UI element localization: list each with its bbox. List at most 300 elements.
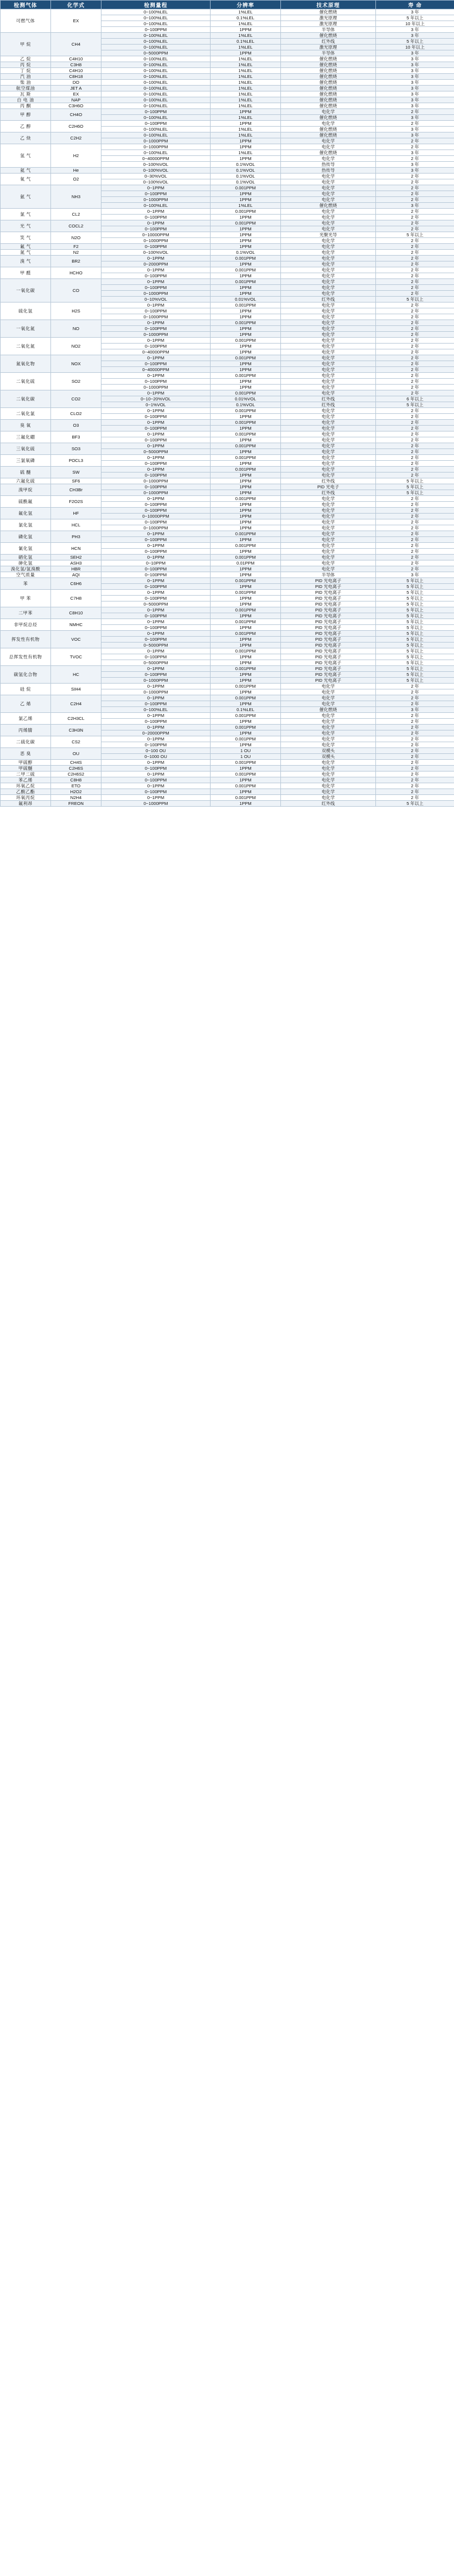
column-header-formula: 化学式 [51, 1, 101, 9]
detection-range-cell: 0~1PPM [101, 431, 211, 437]
resolution-cell: 0.001PPM [211, 590, 281, 596]
lifespan-cell: 3 年 [376, 168, 454, 174]
detection-range-cell: 0~1PPM [101, 267, 211, 273]
table-row [1, 748, 454, 754]
lifespan-cell: 3 年 [376, 132, 454, 138]
chemical-formula-cell: DO [51, 80, 101, 86]
technology-cell: 热传导 [281, 168, 376, 174]
detection-range-cell: 0~1000PPM [101, 525, 211, 531]
detection-range-cell: 0~1PPM [101, 666, 211, 672]
resolution-cell: 1PPM [211, 549, 281, 555]
lifespan-cell: 2 年 [376, 144, 454, 150]
lifespan-cell: 2 年 [376, 109, 454, 115]
chemical-formula-cell: C7H8 [51, 590, 101, 607]
chemical-formula-cell: N2 [51, 250, 101, 256]
resolution-cell: 0.01%VOL [211, 297, 281, 303]
lifespan-cell: 10 年以上 [376, 45, 454, 50]
gas-name-cell: 氢 气 [1, 144, 51, 168]
resolution-cell: 1%LEL [211, 103, 281, 109]
chemical-formula-cell: ASH3 [51, 560, 101, 566]
lifespan-cell: 2 年 [376, 514, 454, 519]
lifespan-cell: 2 年 [376, 760, 454, 766]
technology-cell: 电化学 [281, 766, 376, 772]
detection-range-cell: 0~30%VOL [101, 174, 211, 179]
detection-range-cell: 0~1PPM [101, 555, 211, 560]
detection-range-cell: 0~1PPM [101, 578, 211, 584]
table-row [1, 578, 454, 584]
technology-cell: 电化学 [281, 121, 376, 127]
lifespan-cell: 5 年以上 [376, 678, 454, 684]
technology-cell: PID 光电离子 [281, 666, 376, 672]
technology-cell: 电化学 [281, 355, 376, 361]
detection-range-cell: 0~100PPM [101, 27, 211, 33]
lifespan-cell: 2 年 [376, 455, 454, 461]
lifespan-cell: 2 年 [376, 338, 454, 344]
technology-cell: 激光原理 [281, 21, 376, 27]
gas-name-cell: 硫化氢 [1, 303, 51, 320]
gas-name-cell: 乙 烯 [1, 695, 51, 713]
lifespan-cell: 2 年 [376, 467, 454, 473]
gas-name-cell: 氦 气 [1, 168, 51, 174]
lifespan-cell: 2 年 [376, 730, 454, 736]
table-row [1, 543, 454, 549]
chemical-formula-cell: C2H6O [51, 121, 101, 132]
detection-range-cell: 0~100PPM [101, 191, 211, 197]
resolution-cell: 1PPM [211, 519, 281, 525]
gas-name-cell: 硅 烷 [1, 684, 51, 695]
resolution-cell: 1PPM [211, 730, 281, 736]
technology-cell: 电化学 [281, 566, 376, 572]
lifespan-cell: 2 年 [376, 314, 454, 320]
chemical-formula-cell: C8H8 [51, 777, 101, 783]
lifespan-cell: 6 年以上 [376, 396, 454, 402]
chemical-formula-cell: C2H6S [51, 766, 101, 772]
lifespan-cell: 3 年 [376, 91, 454, 97]
lifespan-cell: 5 年以上 [376, 596, 454, 601]
gas-name-cell: 一氧化碳 [1, 279, 51, 303]
resolution-cell: 1PPM [211, 478, 281, 484]
table-header-row [1, 1, 454, 9]
resolution-cell: 1PPM [211, 566, 281, 572]
resolution-cell: 1PPM [211, 719, 281, 725]
detection-range-cell: 0~100%LEL [101, 97, 211, 103]
table-row [1, 279, 454, 285]
resolution-cell: 0.001PPM [211, 420, 281, 426]
chemical-formula-cell: NH3 [51, 185, 101, 209]
detection-range-cell: 0~100PPM [101, 549, 211, 555]
resolution-cell: 1PPM [211, 109, 281, 115]
gas-name-cell: 汽 油 [1, 74, 51, 80]
resolution-cell: 0.001PPM [211, 795, 281, 801]
lifespan-cell: 3 年 [376, 150, 454, 156]
detection-range-cell: 0~1PPM [101, 543, 211, 549]
technology-cell: 电化学 [281, 215, 376, 220]
technology-cell: 电化学 [281, 519, 376, 525]
detection-range-cell: 0~10~20%VOL [101, 396, 211, 402]
technology-cell: 电化学 [281, 508, 376, 514]
technology-cell: 电化学 [281, 156, 376, 162]
chemical-formula-cell: CO2 [51, 390, 101, 408]
lifespan-cell: 3 年 [376, 80, 454, 86]
gas-name-cell: 白 电 油 [1, 97, 51, 103]
resolution-cell: 0.001PPM [211, 760, 281, 766]
lifespan-cell: 2 年 [376, 215, 454, 220]
detection-range-cell: 0~1PPM [101, 783, 211, 789]
table-row [1, 244, 454, 250]
technology-cell: 电化学 [281, 449, 376, 455]
detection-range-cell: 0~100%LEL [101, 56, 211, 62]
technology-cell: PID 光电离子 [281, 596, 376, 601]
resolution-cell: 1%LEL [211, 45, 281, 50]
technology-cell: PID 光电离子 [281, 613, 376, 619]
lifespan-cell: 2 年 [376, 361, 454, 367]
technology-cell: 电化学 [281, 789, 376, 795]
chemical-formula-cell: COCL2 [51, 220, 101, 232]
resolution-cell: 1PPM [211, 326, 281, 332]
technology-cell: PID 光电离子 [281, 660, 376, 666]
table-row [1, 250, 454, 256]
resolution-cell: 0.001PPM [211, 496, 281, 502]
gas-name-cell: 三氟化硼 [1, 431, 51, 443]
technology-cell: 电化学 [281, 760, 376, 766]
technology-cell: 热传导 [281, 162, 376, 168]
gas-name-cell: 氰化氢 [1, 543, 51, 555]
technology-cell: 红外线 [281, 39, 376, 45]
chemical-formula-cell: CL2 [51, 209, 101, 220]
detection-range-cell: 0~100%LEL [101, 91, 211, 97]
lifespan-cell: 2 年 [376, 303, 454, 308]
detection-range-cell: 0~1000PPM [101, 197, 211, 203]
resolution-cell: 1PPM [211, 314, 281, 320]
technology-cell: 电化学 [281, 689, 376, 695]
detection-range-cell: 0~1000PPM [101, 678, 211, 684]
detection-range-cell: 0~1000PPM [101, 332, 211, 338]
technology-cell: 电化学 [281, 226, 376, 232]
lifespan-cell: 5 年以上 [376, 613, 454, 619]
chemical-formula-cell: HCL [51, 519, 101, 531]
gas-name-cell: 恶 臭 [1, 748, 51, 760]
table-row [1, 68, 454, 74]
table-row [1, 256, 454, 261]
resolution-cell: 1PPM [211, 584, 281, 590]
gas-name-cell: 三氯氧磷 [1, 455, 51, 467]
table-row [1, 109, 454, 115]
lifespan-cell: 5 年以上 [376, 801, 454, 807]
lifespan-cell: 2 年 [376, 209, 454, 215]
technology-cell: 电化学 [281, 174, 376, 179]
technology-cell: PID 光电离子 [281, 619, 376, 625]
lifespan-cell: 3 年 [376, 50, 454, 56]
detection-range-cell: 0~1000PPM [101, 138, 211, 144]
resolution-cell: 0.1%VOL [211, 174, 281, 179]
technology-cell: 双模头 [281, 754, 376, 760]
technology-cell: 电化学 [281, 279, 376, 285]
resolution-cell: 0.001PPM [211, 338, 281, 344]
technology-cell: 红外线 [281, 490, 376, 496]
table-row [1, 420, 454, 426]
lifespan-cell: 5 年以上 [376, 578, 454, 584]
table-row [1, 168, 454, 174]
technology-cell: 催化燃烧 [281, 74, 376, 80]
detection-range-cell: 0~1000PPM [101, 478, 211, 484]
chemical-formula-cell: PH3 [51, 531, 101, 543]
lifespan-cell: 2 年 [376, 226, 454, 232]
resolution-cell: 1PPM [211, 27, 281, 33]
detection-range-cell: 0~40000PPM [101, 367, 211, 373]
gas-name-cell: 溴甲烷 [1, 484, 51, 496]
detection-range-cell: 0~100PPM [101, 437, 211, 443]
gas-name-cell: 乙酸乙酯 [1, 789, 51, 795]
lifespan-cell: 2 年 [376, 742, 454, 748]
chemical-formula-cell: SEH2 [51, 555, 101, 560]
detection-range-cell: 0~100PPM [101, 426, 211, 431]
gas-name-cell: 瓦 斯 [1, 91, 51, 97]
technology-cell: 电化学 [281, 531, 376, 537]
gas-name-cell: 二甲二硫 [1, 772, 51, 777]
table-row [1, 736, 454, 742]
gas-name-cell: 溴化氢/氢溴酸 [1, 566, 51, 572]
lifespan-cell: 2 年 [376, 426, 454, 431]
lifespan-cell: 2 年 [376, 414, 454, 420]
resolution-cell: 1PPM [211, 766, 281, 772]
table-row [1, 209, 454, 215]
table-row [1, 725, 454, 730]
resolution-cell: 0.001PPM [211, 256, 281, 261]
chemical-formula-cell: FREON [51, 801, 101, 807]
resolution-cell: 1PPM [211, 215, 281, 220]
technology-cell: 电化学 [281, 267, 376, 273]
technology-cell: 催化燃烧 [281, 33, 376, 39]
technology-cell: 电化学 [281, 338, 376, 344]
resolution-cell: 1PPM [211, 637, 281, 643]
resolution-cell: 0.001PPM [211, 408, 281, 414]
lifespan-cell: 2 年 [376, 138, 454, 144]
resolution-cell: 1PPM [211, 244, 281, 250]
chemical-formula-cell: SF6 [51, 478, 101, 484]
gas-name-cell: 硫 醚 [1, 467, 51, 478]
column-header-range: 检测量程 [101, 1, 211, 9]
resolution-cell: 1PPM [211, 344, 281, 349]
technology-cell: 电化学 [281, 273, 376, 279]
resolution-cell: 1%LEL [211, 21, 281, 27]
chemical-formula-cell: N2H4 [51, 795, 101, 801]
table-row [1, 619, 454, 625]
resolution-cell: 1PPM [211, 426, 281, 431]
table-row [1, 695, 454, 701]
detection-range-cell: 0~1000PPM [101, 801, 211, 807]
lifespan-cell: 2 年 [376, 408, 454, 414]
technology-cell: 电化学 [281, 555, 376, 560]
chemical-formula-cell: EX [51, 9, 101, 33]
chemical-formula-cell: C2H6S2 [51, 772, 101, 777]
lifespan-cell: 3 年 [376, 115, 454, 121]
resolution-cell: 1PPM [211, 308, 281, 314]
detection-range-cell: 0~1PPM [101, 220, 211, 226]
technology-cell: 电化学 [281, 238, 376, 244]
table-row [1, 455, 454, 461]
technology-cell: 催化燃烧 [281, 707, 376, 713]
detection-range-cell: 0~100%LEL [101, 62, 211, 68]
resolution-cell: 1PPM [211, 672, 281, 678]
detection-range-cell: 0~100PPM [101, 637, 211, 643]
lifespan-cell: 3 年 [376, 572, 454, 578]
detection-range-cell: 0~1000PPM [101, 314, 211, 320]
detection-range-cell: 0~1000PPM [101, 144, 211, 150]
table-row [1, 144, 454, 150]
technology-cell: PID 光电离子 [281, 625, 376, 631]
resolution-cell: 1PPM [211, 613, 281, 619]
technology-cell: 电化学 [281, 209, 376, 215]
resolution-cell: 0.001PPM [211, 355, 281, 361]
detection-range-cell: 0~100%VOL [101, 168, 211, 174]
chemical-formula-cell: HF [51, 508, 101, 519]
technology-cell: 红外线 [281, 402, 376, 408]
chemical-formula-cell: He [51, 168, 101, 174]
chemical-formula-cell: SIH4 [51, 684, 101, 695]
gas-name-cell: 苯 [1, 578, 51, 590]
lifespan-cell: 2 年 [376, 461, 454, 467]
lifespan-cell: 2 年 [376, 777, 454, 783]
chemical-formula-cell: HC [51, 666, 101, 684]
detection-range-cell: 0~20000PPM [101, 730, 211, 736]
resolution-cell: 1PPM [211, 508, 281, 514]
detection-range-cell: 0~10000PPM [101, 514, 211, 519]
table-row [1, 560, 454, 566]
table-row [1, 484, 454, 490]
lifespan-cell: 2 年 [376, 508, 454, 514]
technology-cell: PID 光电离子 [281, 578, 376, 584]
detection-range-cell: 0~100PPM [101, 742, 211, 748]
technology-cell: 电化学 [281, 250, 376, 256]
lifespan-cell: 2 年 [376, 766, 454, 772]
resolution-cell: 0.1%LEL [211, 39, 281, 45]
lifespan-cell: 2 年 [376, 332, 454, 338]
lifespan-cell: 2 年 [376, 191, 454, 197]
detection-range-cell: 0~100PPM [101, 613, 211, 619]
table-row [1, 355, 454, 361]
gas-name-cell: 氮氧化物 [1, 355, 51, 373]
chemical-formula-cell: F2O2S [51, 496, 101, 508]
chemical-formula-cell: AQI [51, 572, 101, 578]
technology-cell: 电化学 [281, 197, 376, 203]
detection-range-cell: 0~100%LEL [101, 33, 211, 39]
lifespan-cell: 2 年 [376, 344, 454, 349]
technology-cell: 电化学 [281, 467, 376, 473]
lifespan-cell: 2 年 [376, 725, 454, 730]
detection-range-cell: 0~100%LEL [101, 21, 211, 27]
chemical-formula-cell: C4H10 [51, 56, 101, 62]
table-row [1, 508, 454, 514]
technology-cell: 电化学 [281, 736, 376, 742]
detection-range-cell: 0~100%LEL [101, 45, 211, 50]
lifespan-cell: 2 年 [376, 772, 454, 777]
resolution-cell: 0.001PPM [211, 772, 281, 777]
table-row [1, 760, 454, 766]
detection-range-cell: 0~1PPM [101, 443, 211, 449]
resolution-cell: 1PPM [211, 414, 281, 420]
lifespan-cell: 2 年 [376, 719, 454, 725]
chemical-formula-cell: O3 [51, 420, 101, 431]
detection-range-cell: 0~100PPM [101, 566, 211, 572]
technology-cell: 电化学 [281, 426, 376, 431]
gas-name-cell: 碳氢化合物 [1, 666, 51, 684]
resolution-cell: 0.001PPM [211, 713, 281, 719]
resolution-cell: 1PPM [211, 121, 281, 127]
detection-range-cell: 0~100%LEL [101, 68, 211, 74]
resolution-cell: 1PPM [211, 238, 281, 244]
detection-range-cell: 0~100PPM [101, 215, 211, 220]
detection-range-cell: 0~100PPM [101, 789, 211, 795]
chemical-formula-cell: CH4 [51, 33, 101, 56]
lifespan-cell: 5 年以上 [376, 625, 454, 631]
chemical-formula-cell: VOC [51, 631, 101, 648]
detection-range-cell: 0~100%VOL [101, 250, 211, 256]
technology-cell: 红外线 [281, 478, 376, 484]
table-row [1, 590, 454, 596]
table-row [1, 713, 454, 719]
resolution-cell: 1PPM [211, 502, 281, 508]
resolution-cell: 1PPM [211, 379, 281, 385]
resolution-cell: 0.001PPM [211, 373, 281, 379]
technology-cell: 红外线 [281, 297, 376, 303]
resolution-cell: 1%LEL [211, 9, 281, 15]
detection-range-cell: 0~100PPM [101, 379, 211, 385]
resolution-cell: 1PPM [211, 596, 281, 601]
detection-range-cell: 0~100PPM [101, 109, 211, 115]
technology-cell: PID 光电离子 [281, 648, 376, 654]
technology-cell: PID 光电离子 [281, 601, 376, 607]
chemical-formula-cell: NO [51, 320, 101, 338]
technology-cell: 半导体 [281, 27, 376, 33]
detection-range-cell: 0~100PPM [101, 484, 211, 490]
technology-cell: 催化燃烧 [281, 9, 376, 15]
gas-name-cell: 氧 气 [1, 174, 51, 185]
detection-range-cell: 0~1PPM [101, 695, 211, 701]
lifespan-cell: 2 年 [376, 238, 454, 244]
resolution-cell: 0.001PPM [211, 303, 281, 308]
resolution-cell: 1%LEL [211, 80, 281, 86]
detection-range-cell: 0~100PPM [101, 326, 211, 332]
lifespan-cell: 2 年 [376, 754, 454, 760]
detection-range-cell: 0~1PPM [101, 355, 211, 361]
detection-range-cell: 0~100%LEL [101, 80, 211, 86]
lifespan-cell: 2 年 [376, 566, 454, 572]
chemical-formula-cell: C6H6 [51, 578, 101, 590]
detection-range-cell: 0~1PPM [101, 772, 211, 777]
table-body [1, 9, 454, 807]
technology-cell: 电化学 [281, 701, 376, 707]
lifespan-cell: 2 年 [376, 174, 454, 179]
resolution-cell: 1PPM [211, 777, 281, 783]
lifespan-cell: 2 年 [376, 443, 454, 449]
technology-cell: 电化学 [281, 414, 376, 420]
resolution-cell: 1PPM [211, 701, 281, 707]
lifespan-cell: 2 年 [376, 789, 454, 795]
resolution-cell: 1PPM [211, 514, 281, 519]
gas-name-cell: 乙 炔 [1, 132, 51, 144]
resolution-cell: 1%LEL [211, 68, 281, 74]
resolution-cell: 1PPM [211, 742, 281, 748]
chemical-formula-cell: BR2 [51, 256, 101, 267]
chemical-formula-cell: CO [51, 279, 101, 303]
lifespan-cell: 2 年 [376, 267, 454, 273]
gas-name-cell: 硫酰氟 [1, 496, 51, 508]
chemical-formula-cell: C8H10 [51, 607, 101, 619]
table-row [1, 496, 454, 502]
technology-cell: 电化学 [281, 379, 376, 385]
lifespan-cell: 5 年以上 [376, 672, 454, 678]
gas-name-cell: 臭 氧 [1, 420, 51, 431]
